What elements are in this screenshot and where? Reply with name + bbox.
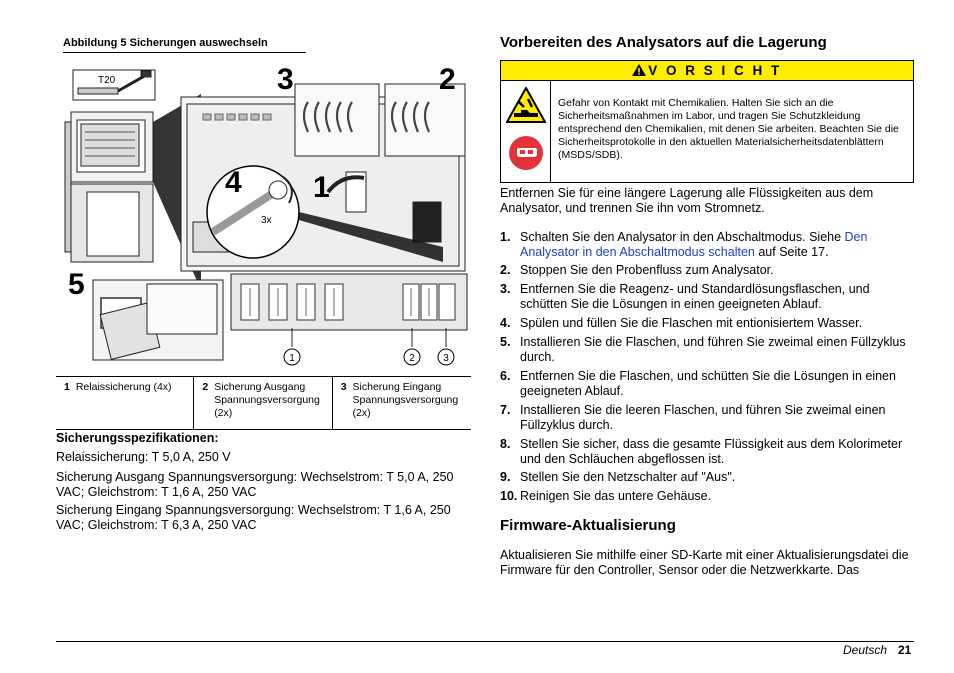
step-text: Installieren Sie die Flaschen, und führen Sie zweimal einen Füllzyklus durch. xyxy=(520,335,906,364)
caution-title-bar xyxy=(501,61,913,81)
caution-text: Gefahr von Kontakt mit Chemikalien. Halten Sie sich an die Sicherheitsmaßnahmen im Labor, und tragen Sie Schutzkleidung entsprechend den Chemikalien, mit denen Sie arbeiten. Beachten Sie die Sicherheitsprotokolle in den aktuellen Materialsicherheitsdatenblättern (MSDS/SDB). xyxy=(558,97,899,161)
spec-output: Sicherung Ausgang Spannungsversorgung: Wechselstrom: T 5,0 A, 250 VAC; Gleichstrom: T 1,6 A, 250 VAC xyxy=(56,470,454,499)
shutdown-mode-link[interactable]: Den Analysator in den Abschaltmodus schalten xyxy=(520,230,868,259)
step-number-3: 3 xyxy=(277,63,294,96)
spec-input: Sicherung Eingang Spannungsversorgung: Wechselstrom: T 1,6 A, 250 VAC; Gleichstrom: T 6,3 A, 250 VAC xyxy=(56,503,451,532)
step-text: Stellen Sie sicher, dass die gesamte Flüssigkeit aus dem Kolorimeter und den Schläuchen abgeflossen ist. xyxy=(520,437,903,466)
step-number: 9. xyxy=(500,470,511,484)
step-text: Stellen Sie den Netzschalter auf "Aus". xyxy=(520,470,736,484)
caution-icons xyxy=(501,81,551,182)
footer-language: Deutsch xyxy=(843,643,888,657)
legend-num-1: 1 xyxy=(64,381,70,393)
firmware-heading: Firmware-Aktualisierung xyxy=(500,517,676,534)
chemical-hazard-icon xyxy=(506,87,546,123)
step-number: 8. xyxy=(500,437,511,451)
step-text: Entfernen Sie die Flaschen, und schütten Sie die Lösungen in einen geeigneten Ablauf. xyxy=(520,369,896,398)
step-number: 1. xyxy=(500,230,511,244)
figure-caption: Abbildung 5 Sicherungen auswechseln xyxy=(63,37,306,53)
step-number: 2. xyxy=(500,263,511,277)
legend-num-2: 2 xyxy=(194,377,211,430)
caution-box xyxy=(500,60,914,183)
legend-num-3: 3 xyxy=(332,377,349,430)
step-1-text: Schalten Sie den Analysator in den Abschaltmodus. Siehe xyxy=(520,230,845,244)
step-number: 6. xyxy=(500,369,511,383)
step-1-page-ref: auf Seite 17. xyxy=(754,245,829,259)
step-number-4: 4 xyxy=(225,166,242,199)
step-number-1: 1 xyxy=(313,171,330,204)
spec-relay: Relaissicherung: T 5,0 A, 250 V xyxy=(56,450,231,464)
protective-equipment-icon xyxy=(508,135,544,171)
storage-heading: Vorbereiten des Analysators auf die Lagerung xyxy=(500,34,827,51)
step-text xyxy=(520,230,920,260)
step-text: Stoppen Sie den Probenfluss zum Analysator. xyxy=(520,263,774,277)
storage-intro: Entfernen Sie für eine längere Lagerung alle Flüssigkeiten aus dem Analysator, und trennen Sie ihn vom Stromnetz. xyxy=(500,186,874,215)
spec-heading: Sicherungsspezifikationen: xyxy=(56,431,219,445)
count-label: 3x xyxy=(261,215,272,226)
step-text: Installieren Sie die leeren Flaschen, und führen Sie zweimal einen Füllzyklus durch. xyxy=(520,403,886,432)
legend-text-2: Sicherung Ausgang Spannungsversorgung (2x) xyxy=(214,381,320,419)
legend-text-1: Relaissicherung (4x) xyxy=(75,381,172,393)
footer-rule xyxy=(56,641,914,642)
step-text: Entfernen Sie die Reagenz- und Standardlösungsflaschen, und schütten Sie die Lösungen in einen geeigneten Ablauf. xyxy=(520,282,870,311)
fuse-replacement-illustration xyxy=(63,62,471,370)
callout-3: 3 xyxy=(443,353,449,364)
step-number-5: 5 xyxy=(68,268,85,301)
caution-title: V O R S I C H T xyxy=(648,63,782,78)
tool-label: T20 xyxy=(98,75,116,86)
step-number: 10. xyxy=(500,489,518,503)
step-text: Spülen und füllen Sie die Flaschen mit entionisiertem Wasser. xyxy=(520,316,863,330)
callout-2: 2 xyxy=(409,353,415,364)
firmware-text: Aktualisieren Sie mithilfe einer SD-Karte mit einer Aktualisierungsdatei die Firmware für den Controller, Sensor oder die Netzwerkkarte. Das xyxy=(500,548,909,577)
step-number: 7. xyxy=(500,403,511,417)
warning-triangle-icon xyxy=(632,64,646,76)
step-number: 4. xyxy=(500,316,511,330)
step-text: Reinigen Sie das untere Gehäuse. xyxy=(520,489,712,503)
step-number: 5. xyxy=(500,335,511,349)
step-number-2: 2 xyxy=(439,63,456,96)
step-number: 3. xyxy=(500,282,511,296)
callout-1: 1 xyxy=(289,353,295,364)
page-number: 21 xyxy=(898,643,912,657)
figure-legend xyxy=(56,376,471,430)
legend-text-3: Sicherung Eingang Spannungsversorgung (2x) xyxy=(352,381,459,419)
